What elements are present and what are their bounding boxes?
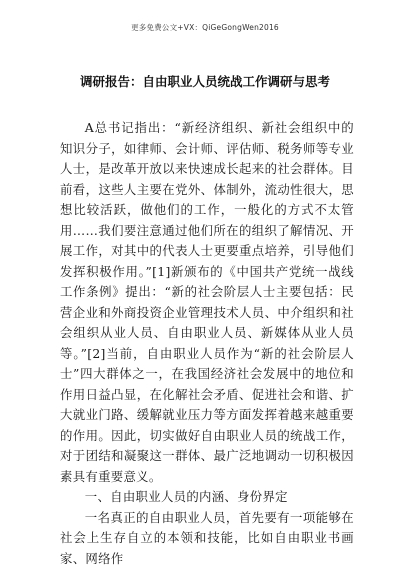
paragraph-section-1: 一名真正的自由职业人员，首先要有一项能够在社会上生存自立的本领和技能，比如自由职业书画家、网络作: [60, 509, 354, 566]
header-watermark: 更多免费公文+VX：QiGeGongWen2016: [131, 23, 279, 32]
document-title: 调研报告：自由职业人员统战工作调研与思考: [79, 74, 330, 89]
document-body: [60, 118, 354, 569]
paragraph-intro: A总书记指出：“新经济组织、新社会组织中的知识分子，如律师、会计师、评估师、税务师等专业人士，是改革开放以来快速成长起来的社会群体。目前看，这些人主要在党外、体制外，流动性很大，思想比较活跃，做他们的工作，一般化的方式不太管用……我们要注意通过他们所在的组织了解情况、开展工作，对其中的代表人士更要重点培养，引导他们发挥积极作用。”[1]新颁布的《中国共产党统一战线工作条例》提出：“新的社会阶层人士主要包括：民营企业和外商投资企业管理技术人员、中介组织和社会组织从业人员、自由职业人员、新媒体从业人员等。”[2]当前，自由职业人员作为“新的社会阶层人士”四大群体之一，在我国经济社会发展中的地位和作用日益凸显，在化解社会矛盾、促进社会和谐、扩大就业门路、缓解就业压力等方面发挥着越来越重要的作用。因此，切实做好自由职业人员的统战工作，对于团结和凝聚这一群体、最广泛地调动一切积极因素具有重要意义。: [60, 120, 354, 484]
section-heading: 一、自由职业人员的内涵、身份界定: [84, 489, 288, 504]
